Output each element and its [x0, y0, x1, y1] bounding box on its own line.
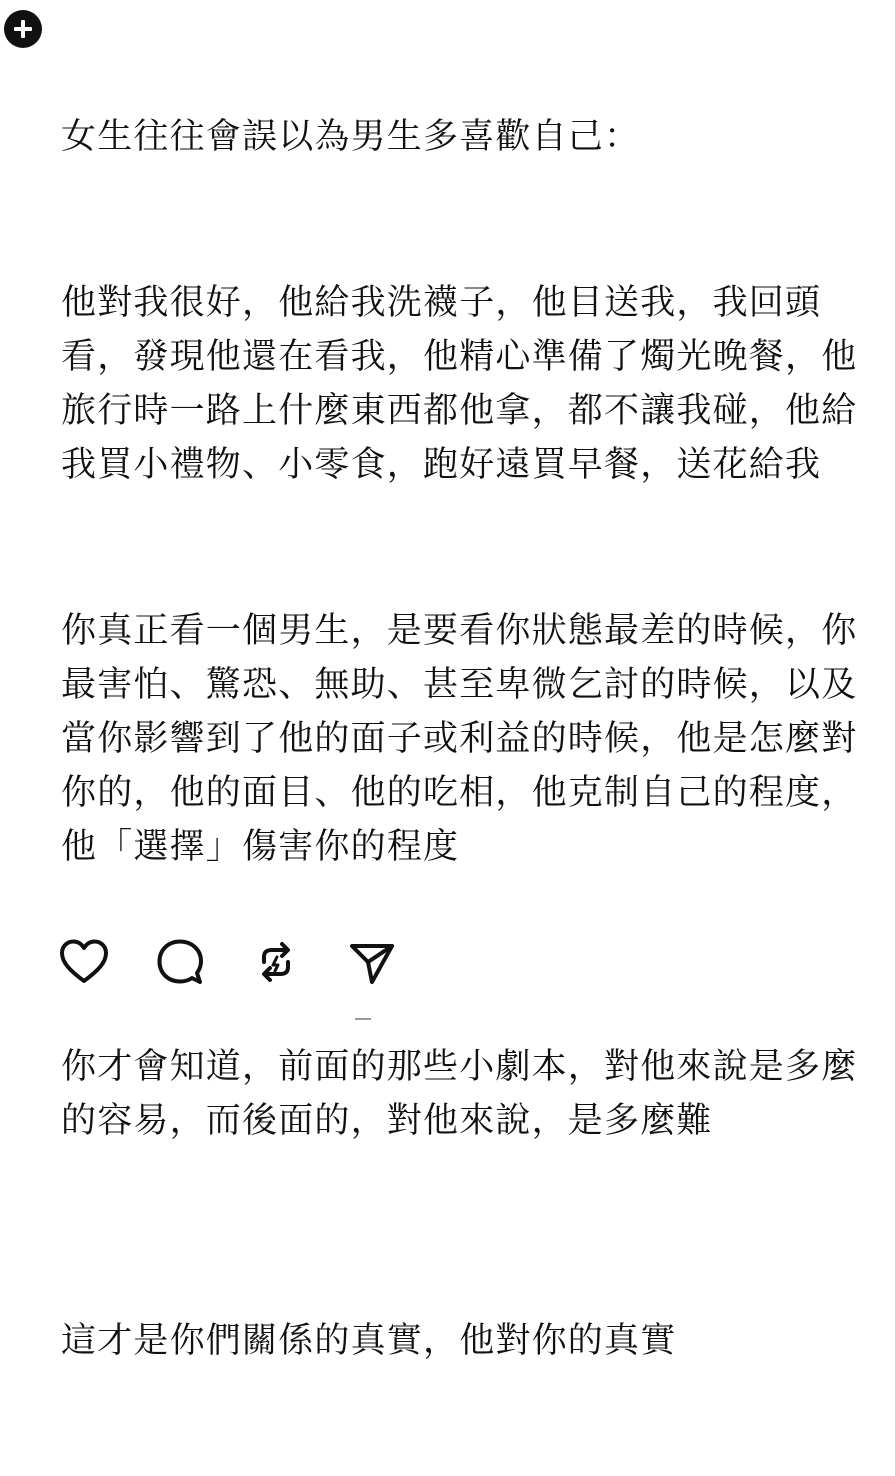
scroll-hint-divider	[355, 1018, 371, 1026]
post-action-bar	[58, 934, 442, 990]
send-icon	[348, 938, 396, 986]
comment-bubble-icon	[156, 938, 204, 986]
like-button[interactable]	[58, 936, 110, 988]
post-paragraph-4: 這才是你們關係的真實，他對你的真實	[61, 1321, 677, 1361]
repost-button[interactable]	[250, 936, 302, 988]
repost-icon	[252, 938, 300, 986]
post-paragraph-1: 他對我很好，他給我洗襪子，他目送我，我回頭看，發現他還在看我，他精心準備了燭光晚餐，他旅行時一路上什麼東西都他拿，都不讓我碰，他給我買小禮物、小零食，跑好遠買早餐，送花給我	[61, 283, 858, 485]
heart-icon	[59, 939, 109, 985]
comment-button[interactable]	[154, 936, 206, 988]
post-paragraph-2: 你真正看一個男生，是要看你狀態最差的時候，你最害怕、驚恐、無助、甚至卑微乞討的時候，以及當你影響到了他的面子或利益的時候，他是怎麼對你的，他的面目、他的吃相，他克制自己的程度，他「選擇」傷害你的程度	[61, 611, 858, 867]
post-body	[61, 2, 861, 1476]
plus-icon	[12, 18, 34, 40]
share-button[interactable]	[346, 936, 398, 988]
post-paragraph-3: 你才會知道，前面的那些小劇本，對他來說是多麼的容易，而後面的，對他來說，是多麼難	[61, 1047, 858, 1141]
post-header-line: 女生往往會誤以為男生多喜歡自己：	[61, 117, 641, 157]
follow-plus-icon[interactable]	[4, 10, 42, 48]
